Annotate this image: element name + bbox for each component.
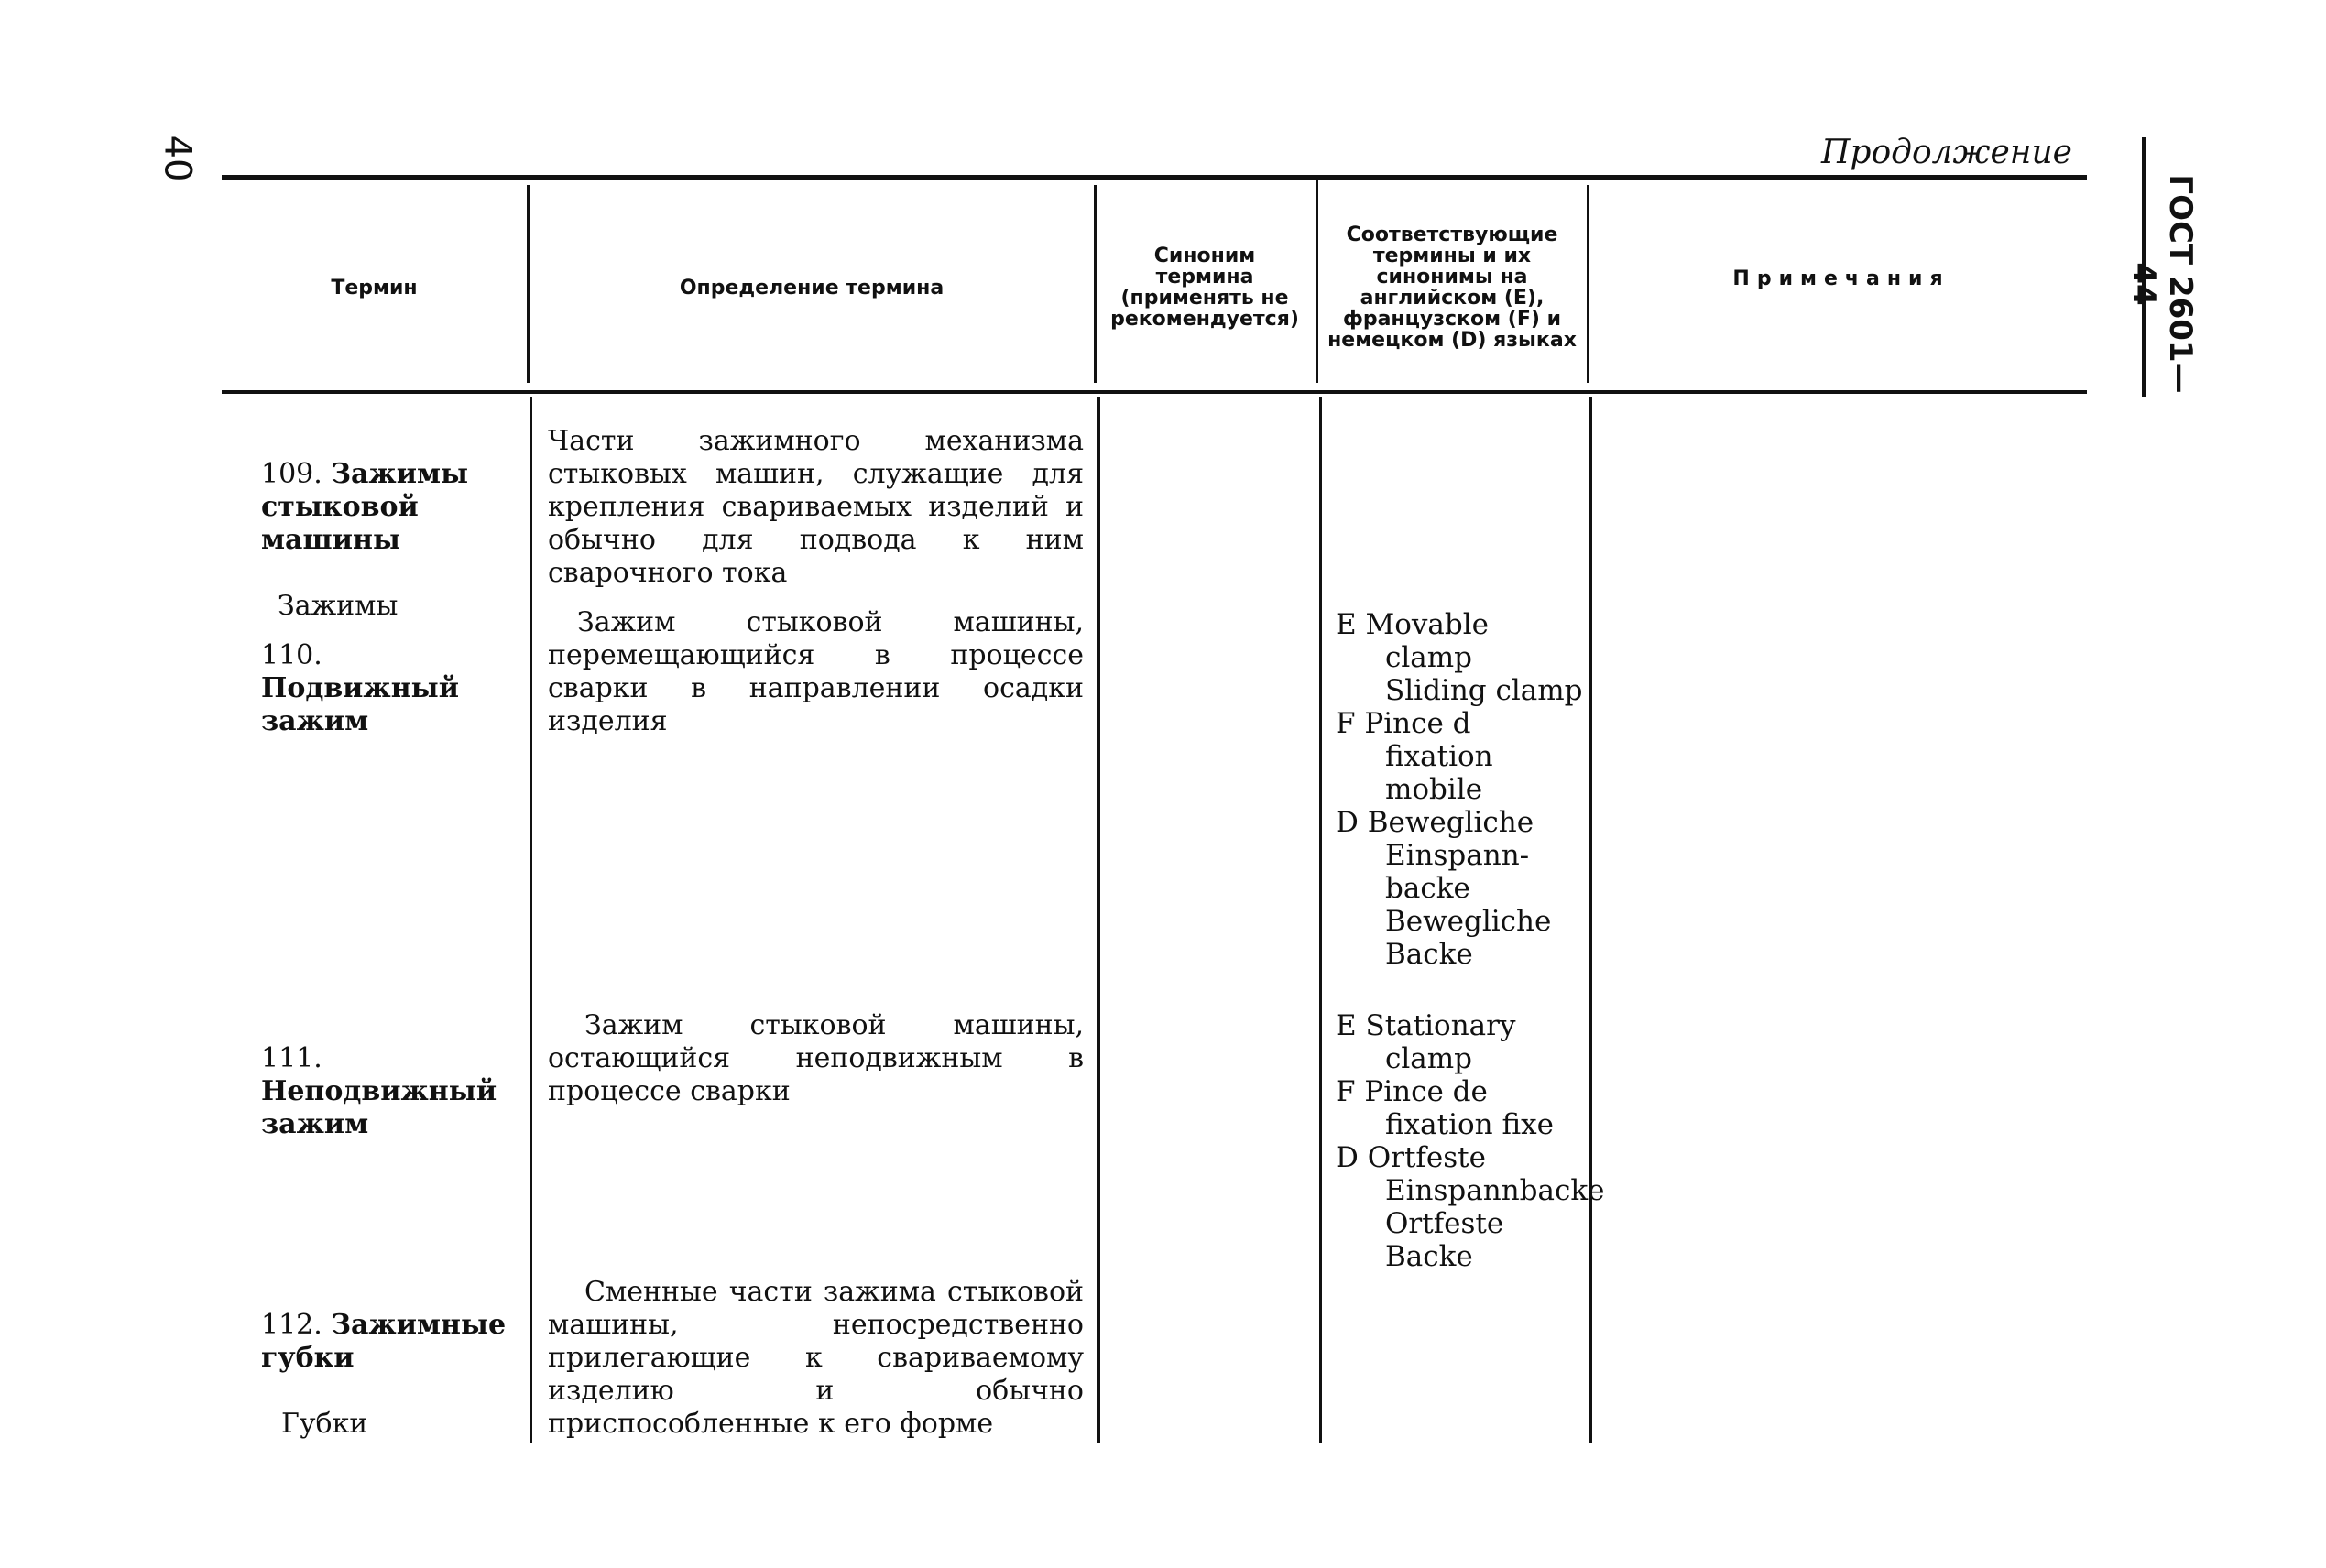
term-name: Подвижный зажим [261, 672, 460, 737]
foreign-term: Bewegliche Backe [1385, 905, 1552, 971]
term-short: Зажимы [278, 590, 399, 622]
term-number: 111. [261, 1042, 322, 1074]
header-term: Термин [331, 276, 418, 299]
header-synonym: Синоним термина (применять не рекомендуется) [1110, 245, 1299, 331]
term-number: 112. [261, 1309, 322, 1341]
foreign-term: D Ortfeste Einspannbacke [1336, 1141, 1605, 1207]
foreign-110 [1336, 608, 1583, 971]
foreign-term: Ortfeste Backe [1385, 1207, 1504, 1273]
term-111 [224, 1009, 527, 1174]
foreign-term: F Pince d fixation mobile [1336, 707, 1493, 806]
foreign-term: E Movable clamp [1336, 608, 1489, 674]
foreign-term: E Stationary clamp [1336, 1009, 1516, 1075]
foreign-term: D Bewegliche Einspann-backe [1336, 806, 1534, 905]
definition-112: Сменные части зажима стыковой машины, непосредственно прилегающие к свариваемому изделию и обычно приспособленные к его форме [548, 1276, 1084, 1440]
term-110 [224, 606, 527, 771]
col-divider [1094, 185, 1097, 383]
continuation-label: Продолжение [1821, 134, 2072, 171]
col-divider [1319, 397, 1322, 1443]
col-divider [1589, 397, 1592, 1443]
term-short: Губки [281, 1408, 368, 1440]
foreign-111 [1336, 1009, 1605, 1273]
header-rule [222, 390, 2087, 394]
definition-110: Зажим стыковой машины, перемещающийся в процессе сварки в направлении осадки изделия [548, 606, 1084, 737]
standard-code: ГОСТ 2601—44 [2125, 174, 2199, 394]
col-divider [527, 185, 530, 383]
header-definition: Определение термина [679, 276, 945, 299]
definition-109: Части зажимного механизма стыковых машин, служащие для крепления свариваемых изделий и обычно для подвода к ним сварочного тока [548, 425, 1084, 589]
page-number: 40 [156, 135, 199, 182]
col-divider [1316, 180, 1318, 383]
term-name: Неподвижный зажим [261, 1075, 497, 1140]
definition-111: Зажим стыковой машины, остающийся неподвижным в процессе сварки [548, 1009, 1084, 1107]
col-divider [1097, 397, 1100, 1443]
term-number: 109. [261, 458, 322, 490]
term-112 [224, 1276, 527, 1474]
header-foreign: Соответствующие термины и их синонимы на английском (E), французском (F) и немецком (D) языках [1327, 223, 1577, 352]
term-number: 110. [261, 639, 322, 671]
top-rule [222, 175, 2087, 180]
term-name: Зажимные губки [261, 1309, 507, 1374]
term-name: Зажимы стыковой машины [261, 458, 469, 556]
foreign-term: F Pince de fixation fixe [1336, 1075, 1555, 1141]
header-notes: Примечания [1732, 267, 1950, 290]
col-divider [1587, 185, 1589, 383]
col-divider [530, 397, 532, 1443]
foreign-term: Sliding clamp [1385, 674, 1583, 707]
